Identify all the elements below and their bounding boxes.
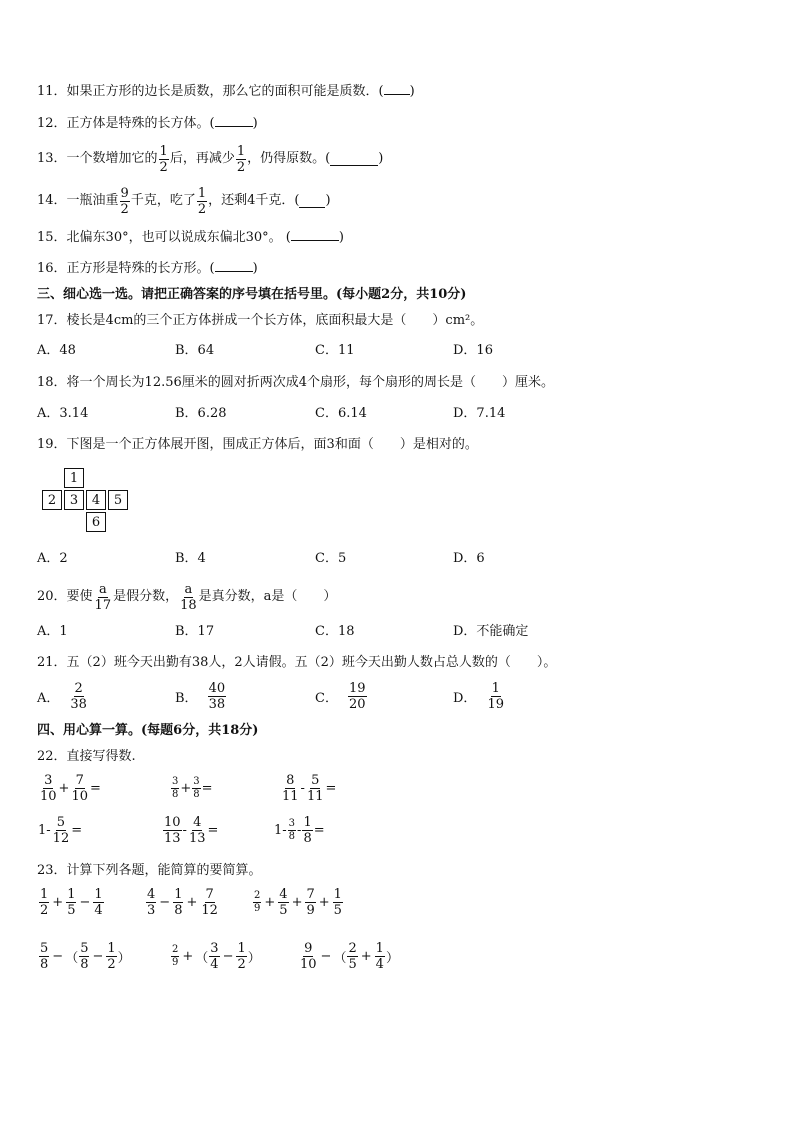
numerator: 1 bbox=[174, 887, 183, 902]
plus-sign: + bbox=[318, 895, 330, 910]
numerator: 4 bbox=[193, 815, 202, 830]
fraction bbox=[163, 816, 182, 845]
denominator: 10 bbox=[71, 789, 88, 804]
plus-sign: + bbox=[52, 895, 64, 910]
numerator: 9 bbox=[304, 941, 313, 956]
denominator: 8 bbox=[80, 957, 89, 972]
question-20-text-b: 是假分数， bbox=[113, 589, 179, 604]
fraction-a-over-18 bbox=[179, 583, 198, 612]
fraction-one-half bbox=[159, 145, 169, 174]
answer-blank[interactable] bbox=[384, 82, 410, 95]
answer-blank[interactable] bbox=[299, 195, 325, 208]
fraction bbox=[173, 888, 183, 917]
fraction-a-over-17 bbox=[94, 583, 113, 612]
q20-option-a[interactable]: A．1 bbox=[37, 624, 68, 639]
numerator: 2 bbox=[348, 941, 357, 956]
numerator: 3 bbox=[193, 776, 200, 787]
expr-2-9-plus-4-5-plus-7-9-plus-1-5 bbox=[252, 888, 344, 917]
plus-sign: + bbox=[58, 781, 70, 796]
denominator: 9 bbox=[254, 903, 261, 914]
question-14-text-a: 14．一瓶油重 bbox=[37, 193, 119, 208]
option-label: B． bbox=[175, 691, 198, 706]
paren-close: ) bbox=[325, 193, 331, 208]
fraction bbox=[305, 888, 315, 917]
question-20-text-a: 20．要使 bbox=[37, 589, 93, 604]
numerator: 5 bbox=[40, 941, 49, 956]
right-paren: ） bbox=[117, 951, 131, 966]
question-16-text: 16．正方形是特殊的长方形。( bbox=[37, 261, 215, 276]
denominator: 4 bbox=[375, 957, 384, 972]
denominator: 10 bbox=[300, 957, 317, 972]
numerator: 1 bbox=[375, 941, 384, 956]
fraction bbox=[70, 774, 89, 803]
option-label: A． bbox=[37, 691, 60, 706]
equals-sign: = bbox=[313, 823, 325, 838]
net-face-2: 2 bbox=[42, 490, 62, 510]
numerator: 7 bbox=[205, 887, 214, 902]
numerator: 10 bbox=[164, 815, 181, 830]
minus-sign: − bbox=[159, 895, 171, 910]
fraction bbox=[106, 942, 116, 971]
denominator: 2 bbox=[120, 201, 129, 217]
q19-option-a[interactable]: A．2 bbox=[37, 551, 68, 566]
question-18-stem: 18．将一个周长为12.56厘米的圆对折两次成4个扇形，每个扇形的周长是（ ）厘米。 bbox=[37, 375, 555, 390]
denominator: 38 bbox=[70, 697, 87, 712]
fraction bbox=[69, 682, 88, 711]
numerator: 1 bbox=[40, 887, 49, 902]
option-label: C． bbox=[315, 691, 338, 706]
answer-blank[interactable] bbox=[215, 114, 253, 127]
numerator: 7 bbox=[306, 887, 315, 902]
fraction bbox=[306, 774, 325, 803]
minus-sign: − bbox=[320, 949, 332, 964]
plus-sign: + bbox=[186, 895, 198, 910]
fraction-nine-halves bbox=[120, 187, 130, 216]
denominator: 11 bbox=[282, 789, 299, 804]
fraction bbox=[299, 942, 318, 971]
question-14-text-c: ，还剩4千克．( bbox=[208, 193, 300, 208]
numerator: 1 bbox=[236, 143, 246, 159]
denominator: 9 bbox=[172, 957, 179, 968]
denominator: 38 bbox=[208, 697, 226, 712]
equals-sign: = bbox=[201, 781, 213, 796]
minus-sign: - bbox=[300, 781, 305, 796]
q19-option-b[interactable]: B．4 bbox=[175, 551, 206, 566]
denominator: 12 bbox=[201, 903, 218, 918]
numerator: 5 bbox=[311, 773, 320, 788]
question-22-stem: 22．直接写得数. bbox=[37, 749, 136, 764]
fraction bbox=[200, 888, 219, 917]
fraction bbox=[348, 682, 367, 711]
question-12 bbox=[37, 114, 258, 133]
minus-sign: − bbox=[52, 949, 64, 964]
numerator: 40 bbox=[208, 681, 226, 696]
fraction bbox=[278, 888, 288, 917]
plus-sign: + bbox=[291, 895, 303, 910]
plus-sign: + bbox=[264, 895, 276, 910]
option-label: D． bbox=[453, 691, 477, 706]
equals-sign: = bbox=[325, 781, 337, 796]
fraction bbox=[66, 888, 76, 917]
question-17-stem: 17．棱长是4cm的三个正方体拼成一个长方体，底面积最大是（ ）cm²。 bbox=[37, 313, 484, 328]
q17-option-b[interactable]: B．64 bbox=[175, 343, 215, 358]
fraction bbox=[52, 816, 71, 845]
denominator: 19 bbox=[487, 697, 504, 712]
q18-option-a[interactable]: A．3.14 bbox=[37, 406, 89, 421]
denominator: 2 bbox=[107, 957, 116, 972]
denominator: 8 bbox=[40, 957, 49, 972]
question-11 bbox=[37, 82, 415, 101]
paren-close: ) bbox=[252, 261, 258, 276]
fraction bbox=[39, 774, 58, 803]
numerator: 4 bbox=[147, 887, 156, 902]
net-face-5: 5 bbox=[108, 490, 128, 510]
expr-1-2-plus-1-5-minus-1-4 bbox=[38, 888, 105, 917]
denominator: 10 bbox=[40, 789, 57, 804]
denominator: 8 bbox=[288, 831, 296, 842]
q18-option-c[interactable]: C．6.14 bbox=[315, 406, 367, 421]
denominator: 4 bbox=[210, 957, 219, 972]
fraction bbox=[146, 888, 156, 917]
fraction bbox=[288, 819, 296, 842]
answer-blank[interactable] bbox=[291, 228, 339, 241]
denominator: 2 bbox=[40, 903, 49, 918]
denominator: 18 bbox=[180, 597, 197, 613]
denominator: 11 bbox=[306, 789, 324, 804]
fraction bbox=[209, 942, 219, 971]
q17-option-c[interactable]: C．11 bbox=[315, 343, 355, 358]
plus-sign: + bbox=[180, 781, 192, 796]
left-paren: （ bbox=[195, 951, 209, 966]
minus-sign: − bbox=[92, 949, 104, 964]
q20-option-b[interactable]: B．17 bbox=[175, 624, 215, 639]
numerator: 3 bbox=[172, 776, 179, 787]
question-12-text: 12．正方体是特殊的长方体。( bbox=[37, 116, 215, 131]
denominator: 8 bbox=[172, 789, 179, 800]
net-face-6: 6 bbox=[86, 512, 106, 532]
denominator: 9 bbox=[306, 903, 315, 918]
right-paren: ） bbox=[385, 951, 399, 966]
denominator: 4 bbox=[94, 903, 103, 918]
q17-option-a[interactable]: A．48 bbox=[37, 343, 76, 358]
expr-1-minus-3-8-minus-1-8 bbox=[274, 816, 325, 845]
numerator: 1 bbox=[159, 143, 168, 159]
numerator: 2 bbox=[254, 890, 261, 901]
question-20-text-c: 是真分数，a是（ ） bbox=[198, 589, 337, 604]
net-face-1: 1 bbox=[64, 468, 84, 488]
minus-sign: − bbox=[222, 949, 234, 964]
denominator: 13 bbox=[164, 831, 181, 846]
expr-3-10-plus-7-10 bbox=[38, 774, 101, 803]
q17-option-d[interactable]: D．16 bbox=[453, 343, 493, 358]
expr-2-9-plus-paren bbox=[170, 942, 261, 971]
numerator: 1 bbox=[237, 941, 246, 956]
fraction bbox=[347, 942, 357, 971]
expr-10-13-minus-4-13 bbox=[162, 816, 218, 845]
question-11-text: 11．如果正方形的边长是质数，那么它的面积可能是质数．( bbox=[37, 84, 384, 99]
fraction bbox=[486, 682, 505, 711]
numerator: 1 bbox=[491, 681, 500, 696]
paren-close: ) bbox=[252, 116, 258, 131]
fraction bbox=[39, 888, 49, 917]
q20-option-d[interactable]: D．不能确定 bbox=[453, 624, 529, 639]
q20-option-c[interactable]: C．18 bbox=[315, 624, 355, 639]
question-13 bbox=[37, 142, 383, 176]
fraction bbox=[188, 816, 207, 845]
question-19-stem: 19．下图是一个正方体展开图，围成正方体后，面3和面（ ）是相对的。 bbox=[37, 437, 478, 452]
numerator: a bbox=[184, 581, 193, 597]
numerator: 3 bbox=[288, 818, 296, 829]
cube-net-diagram bbox=[40, 468, 134, 534]
fraction bbox=[236, 942, 246, 971]
numerator: 1 bbox=[107, 941, 116, 956]
numerator: 1 bbox=[197, 185, 207, 201]
fraction bbox=[281, 774, 300, 803]
fraction bbox=[93, 888, 103, 917]
numerator: 7 bbox=[75, 773, 84, 788]
q21-option-c[interactable] bbox=[315, 682, 368, 711]
question-15-text: 15．北偏东30°，也可以说成东偏北30°。 ( bbox=[37, 230, 291, 245]
denominator: 3 bbox=[147, 903, 156, 918]
numerator: 1 bbox=[94, 887, 103, 902]
numerator: 8 bbox=[286, 773, 295, 788]
q21-option-b[interactable] bbox=[175, 682, 227, 711]
minus-sign: − bbox=[79, 895, 91, 910]
q19-option-d[interactable]: D．6 bbox=[453, 551, 485, 566]
denominator: 2 bbox=[236, 159, 246, 175]
expr-5-8-minus-paren bbox=[38, 942, 131, 971]
denominator: 17 bbox=[94, 597, 112, 613]
paren-close: ) bbox=[378, 151, 384, 166]
expr-1-minus-5-12 bbox=[38, 816, 82, 845]
q19-option-c[interactable]: C．5 bbox=[315, 551, 347, 566]
question-14 bbox=[37, 184, 331, 218]
paren-close: ) bbox=[338, 230, 344, 245]
denominator: 2 bbox=[197, 201, 207, 217]
numerator: a bbox=[98, 581, 107, 597]
answer-blank[interactable] bbox=[215, 259, 253, 272]
plus-sign: + bbox=[360, 949, 372, 964]
question-21-stem: 21．五（2）班今天出勤有38人，2人请假。五（2）班今天出勤人数占总人数的（ ）。 bbox=[37, 655, 557, 670]
numerator: 5 bbox=[80, 941, 89, 956]
expr-4-3-minus-1-8-plus-7-12 bbox=[145, 888, 220, 917]
numerator: 3 bbox=[210, 941, 219, 956]
numerator: 1 bbox=[303, 815, 312, 830]
denominator: 8 bbox=[174, 903, 183, 918]
question-15 bbox=[37, 228, 344, 247]
numerator: 5 bbox=[56, 815, 66, 830]
right-paren: ） bbox=[247, 951, 261, 966]
question-13-text-c: ，仍得原数。( bbox=[247, 151, 331, 166]
fraction bbox=[192, 777, 200, 800]
fraction bbox=[79, 942, 89, 971]
q21-option-d[interactable] bbox=[453, 682, 506, 711]
expr-3-8-plus-3-8 bbox=[170, 777, 213, 800]
fraction bbox=[171, 945, 179, 968]
section-4-heading: 四、用心算一算。(每题6分，共18分) bbox=[37, 723, 259, 738]
denominator: 5 bbox=[333, 903, 342, 918]
denominator: 2 bbox=[237, 957, 246, 972]
one-minus: 1- bbox=[38, 823, 51, 838]
question-20 bbox=[37, 580, 336, 614]
answer-blank[interactable] bbox=[330, 153, 378, 166]
q18-option-d[interactable]: D．7.14 bbox=[453, 406, 506, 421]
minus-sign: - bbox=[182, 823, 187, 838]
left-paren: （ bbox=[333, 951, 347, 966]
denominator: 8 bbox=[193, 789, 200, 800]
q18-option-b[interactable]: B．6.28 bbox=[175, 406, 227, 421]
expr-9-10-minus-paren bbox=[298, 942, 399, 971]
fraction bbox=[39, 942, 49, 971]
minus-sign: - bbox=[297, 823, 302, 838]
net-face-3: 3 bbox=[64, 490, 84, 510]
denominator: 5 bbox=[279, 903, 288, 918]
numerator: 3 bbox=[44, 773, 53, 788]
fraction bbox=[302, 816, 312, 845]
numerator: 19 bbox=[348, 681, 366, 696]
numerator: 2 bbox=[74, 681, 83, 696]
denominator: 8 bbox=[303, 831, 312, 846]
numerator: 9 bbox=[120, 185, 129, 201]
question-14-text-b: 千克，吃了 bbox=[130, 193, 196, 208]
equals-sign: = bbox=[71, 823, 83, 838]
plus-sign: + bbox=[182, 949, 194, 964]
equals-sign: = bbox=[207, 823, 219, 838]
denominator: 5 bbox=[67, 903, 76, 918]
expr-8-11-minus-5-11 bbox=[280, 774, 336, 803]
section-3-heading: 三、细心选一选。请把正确答案的序号填在括号里。(每小题2分，共10分) bbox=[37, 287, 467, 302]
equals-sign: = bbox=[90, 781, 101, 796]
net-face-4: 4 bbox=[86, 490, 106, 510]
fraction bbox=[171, 777, 179, 800]
numerator: 1 bbox=[333, 887, 342, 902]
one-minus: 1- bbox=[274, 823, 287, 838]
fraction-one-half bbox=[197, 187, 207, 216]
fraction bbox=[253, 891, 261, 914]
paren-close: ) bbox=[409, 84, 415, 99]
question-16 bbox=[37, 259, 258, 278]
denominator: 5 bbox=[348, 957, 357, 972]
question-23-stem: 23．计算下列各题，能简算的要简算。 bbox=[37, 863, 262, 878]
denominator: 13 bbox=[188, 831, 206, 846]
numerator: 1 bbox=[67, 887, 76, 902]
q21-option-a[interactable] bbox=[37, 682, 89, 711]
numerator: 2 bbox=[172, 944, 179, 955]
denominator: 12 bbox=[52, 831, 70, 846]
fraction bbox=[333, 888, 343, 917]
fraction bbox=[208, 682, 227, 711]
fraction-one-half bbox=[236, 145, 246, 174]
question-13-text-b: 后，再减少 bbox=[169, 151, 235, 166]
denominator: 2 bbox=[159, 159, 168, 175]
question-13-text-a: 13．一个数增加它的 bbox=[37, 151, 158, 166]
numerator: 4 bbox=[279, 887, 288, 902]
fraction bbox=[375, 942, 385, 971]
left-paren: （ bbox=[65, 951, 79, 966]
denominator: 20 bbox=[348, 697, 366, 712]
